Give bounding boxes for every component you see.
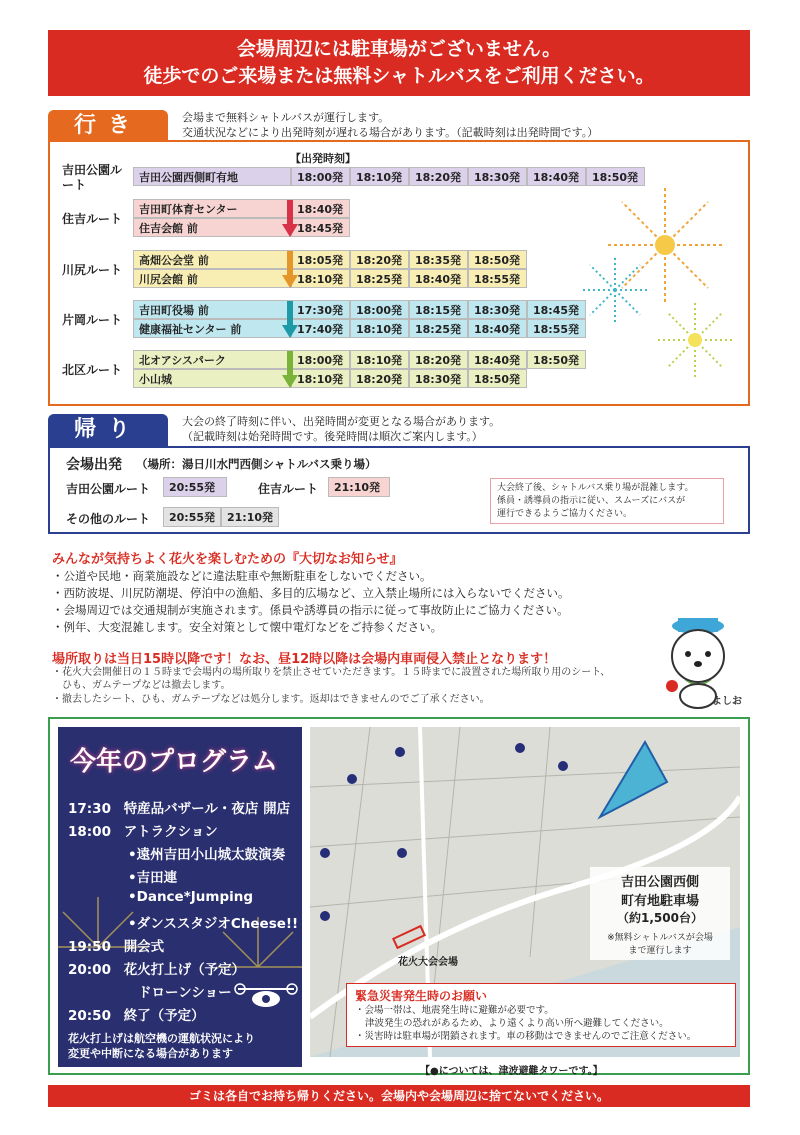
program-time: 19:50 [68, 939, 111, 955]
time-cell: 18:00発 [291, 167, 350, 186]
program-time: 17:30 [68, 801, 111, 817]
time-cell: 18:40発 [409, 269, 468, 288]
parking-callout [590, 867, 730, 960]
return-time-cell: 20:55発 [163, 507, 221, 527]
route-label-yoshidakoen: 吉田公園ルート [62, 163, 123, 192]
time-cell: 18:30発 [468, 167, 527, 186]
side-note-line: 係員・誘導員の指示に従い、スムーズにバスが [497, 496, 686, 506]
warning-line: ・撤去したシート、ひも、ガムテープなどは処分します。返却はできませんのでご了承ください。 [52, 694, 490, 705]
time-cell: 18:50発 [468, 369, 527, 388]
program-text: 終了（予定） [123, 1008, 205, 1024]
warning-line: ひも、ガムテープなどは撤去します。 [62, 680, 231, 691]
route-label-kataoka: 片岡ルート [62, 313, 123, 327]
mascot-label: よしお [712, 696, 742, 707]
time-cell: 18:10発 [350, 350, 409, 369]
depart-place: （場所：湯日川水門西側シャトルバス乗り場） [136, 457, 377, 471]
time-cell: 18:25発 [409, 319, 468, 338]
return-time-cell: 20:55発 [163, 477, 227, 497]
notice-item: ・西防波堤、川尻防潮堤、停泊中の漁船、多目的広場など、立入禁止場所には入らないでください。 [52, 586, 570, 600]
return-route-sumiyoshi: 住吉ルート [258, 482, 319, 496]
arrow-down-icon [282, 200, 298, 238]
program-panel [58, 727, 302, 1067]
parking-capacity: （約1,500台） [617, 911, 703, 925]
venue-label: 花火大会会場 [398, 957, 458, 968]
fireworks-illustration [580, 180, 745, 400]
program-time: 18:00 [68, 824, 111, 840]
stop-cell: 吉田公園西側町有地 [133, 167, 291, 186]
program-time: 20:50 [68, 1008, 111, 1024]
depart-header: 【出発時刻】 [290, 152, 356, 165]
time-cell: 18:15発 [409, 300, 468, 319]
time-cell: 18:00発 [291, 350, 350, 369]
time-cell: 18:50発 [586, 167, 645, 186]
return-route-yoshidakoen: 吉田公園ルート [66, 482, 151, 496]
time-cell: 18:05発 [291, 250, 350, 269]
depart-title: 会場出発 [66, 457, 122, 473]
program-text: 開会式 [123, 939, 165, 955]
route-label-kawashiri: 川尻ルート [62, 263, 123, 277]
time-cell: 18:45発 [527, 300, 586, 319]
return-route-others: その他のルート [66, 512, 151, 526]
emergency-line: 津波発生の恐れがあるため、より遠くより高い所へ避難してください。 [365, 1018, 669, 1029]
time-cell: 18:10発 [350, 167, 409, 186]
time-cell: 17:30発 [291, 300, 350, 319]
program-text: アトラクション [123, 824, 218, 840]
map-panel [310, 727, 740, 1057]
return-tab: 帰り [48, 414, 168, 446]
banner-line-2: 徒歩でのご来場または無料シャトルバスをご利用ください。 [143, 65, 655, 87]
time-cell: 18:10発 [291, 269, 350, 288]
time-cell: 18:20発 [409, 167, 468, 186]
program-line: •吉田連 [128, 870, 178, 886]
side-note-line: 大会終了後、シャトルバス乗り場が混雑します。 [497, 483, 694, 493]
notice-item: ・公道や民地・商業施設などに違法駐車や無断駐車をしないでください。 [52, 569, 432, 583]
program-title: 今年のプログラム [70, 747, 278, 777]
drone-icon [233, 979, 299, 1013]
return-time-cell: 21:10発 [221, 507, 279, 527]
program-line [68, 1004, 205, 1024]
parking-name-line: 町有地駐車場 [620, 894, 699, 909]
top-banner [48, 30, 750, 96]
program-line: ドローンショー [138, 985, 232, 1001]
time-cell: 18:55発 [468, 269, 527, 288]
notice-item: ・例年、大変混雑します。安全対策として懐中電灯などをご持参ください。 [52, 620, 443, 634]
time-cell: 18:10発 [291, 369, 350, 388]
return-note-2: （記載時刻は始発時間です。後発時間は順次ご案内します。） [182, 430, 483, 443]
program-footnote-line: 変更や中断になる場合があります [68, 1047, 233, 1060]
shuttle-note: ※無料シャトルバスが会場 [607, 933, 713, 943]
route-label-kitaku: 北区ルート [62, 363, 123, 377]
return-note-1: 大会の終了時刻に伴い、出発時間が変更となる場合があります。 [182, 415, 501, 428]
return-side-note [490, 478, 724, 524]
time-cell: 18:20発 [350, 369, 409, 388]
stop-cell: 高畑公会堂 前 [133, 250, 291, 269]
program-line [68, 935, 164, 955]
route-label-sumiyoshi: 住吉ルート [62, 212, 123, 226]
time-cell: 18:40発 [468, 319, 527, 338]
warning-title: 場所取りは当日15時以降です！なお、昼12時以降は会場内車両侵入禁止となります！ [52, 652, 557, 667]
stop-cell: 北オアシスパーク [133, 350, 291, 369]
footer-banner: ゴミは各自でお持ち帰りください。会場内や会場周辺に捨てないでください。 [48, 1085, 750, 1107]
time-cell: 18:00発 [350, 300, 409, 319]
side-note-line: 運行できるようご協力ください。 [497, 509, 633, 519]
time-cell: 18:50発 [468, 250, 527, 269]
program-line: •ダンススタジオCheese!! [128, 916, 299, 932]
stop-cell: 小山城 [133, 369, 291, 388]
program-line [68, 797, 290, 817]
going-tab: 行き [48, 110, 168, 142]
program-footnote-line: 花火打上げは航空機の運航状況により [68, 1032, 255, 1045]
time-cell: 18:10発 [350, 319, 409, 338]
program-line [68, 958, 245, 978]
notice-title: みんなが気持ちよく花火を楽しむための『大切なお知らせ』 [52, 552, 403, 567]
time-cell: 18:45発 [291, 218, 350, 237]
program-time: 20:00 [68, 962, 111, 978]
going-note-1: 会場まで無料シャトルバスが運行します。 [182, 111, 390, 124]
program-line [68, 820, 218, 840]
return-time-cell: 21:10発 [328, 477, 390, 497]
time-cell: 18:30発 [468, 300, 527, 319]
arrow-down-icon [282, 351, 298, 389]
time-cell: 18:20発 [350, 250, 409, 269]
stop-cell: 吉田町役場 前 [133, 300, 291, 319]
emergency-line: ・災害時は駐車場が閉鎖されます。車の移動はできませんのでご注意ください。 [355, 1031, 697, 1042]
arrow-down-icon [282, 251, 298, 289]
stop-cell: 健康福祉センター 前 [133, 319, 291, 338]
notice-item: ・会場周辺では交通規制が実施されます。係員や誘導員の指示に従って事故防止にご協力ください。 [52, 603, 569, 617]
time-cell: 18:40発 [527, 167, 586, 186]
shuttle-note: まで運行します [628, 946, 692, 956]
time-cell: 18:35発 [409, 250, 468, 269]
emergency-title: 緊急災害発生時のお願い [355, 989, 488, 1003]
program-line: •Dance*Jumping [128, 889, 254, 905]
going-note-2: 交通状況などにより出発時刻が遅れる場合があります。（記載時刻は出発時間です。） [182, 126, 599, 139]
map-legend: 【●については、津波避難タワーです。】 [420, 1066, 603, 1077]
time-cell: 17:40発 [291, 319, 350, 338]
banner-line-1: 会場周辺には駐車場がございません。 [236, 38, 562, 60]
arrow-down-icon [282, 301, 298, 339]
time-cell: 18:30発 [409, 369, 468, 388]
time-cell: 18:40発 [468, 350, 527, 369]
emergency-box [346, 983, 736, 1047]
time-cell: 18:50発 [527, 350, 586, 369]
warning-line: ・花火大会開催日の１５時まで会場内の場所取りを禁止させていただきます。１５時までに設置された場所取り用のシート、 [52, 667, 611, 678]
parking-name-line: 吉田公園西側 [620, 875, 699, 890]
program-line: •遠州吉田小山城太鼓演奏 [128, 847, 286, 863]
stop-cell: 吉田町体育センター [133, 199, 291, 218]
time-cell: 18:40発 [291, 199, 350, 218]
time-cell: 18:20発 [409, 350, 468, 369]
stop-cell: 川尻会館 前 [133, 269, 291, 288]
time-cell: 18:25発 [350, 269, 409, 288]
emergency-line: ・会場一帯は、地震発生時に避難が必要です。 [355, 1005, 554, 1016]
program-footnote [68, 1031, 255, 1061]
program-text: 特産品バザール・夜店 開店 [123, 801, 291, 817]
stop-cell: 住吉会館 前 [133, 218, 291, 237]
time-cell: 18:55発 [527, 319, 586, 338]
program-text: 花火打上げ（予定） [123, 962, 246, 978]
